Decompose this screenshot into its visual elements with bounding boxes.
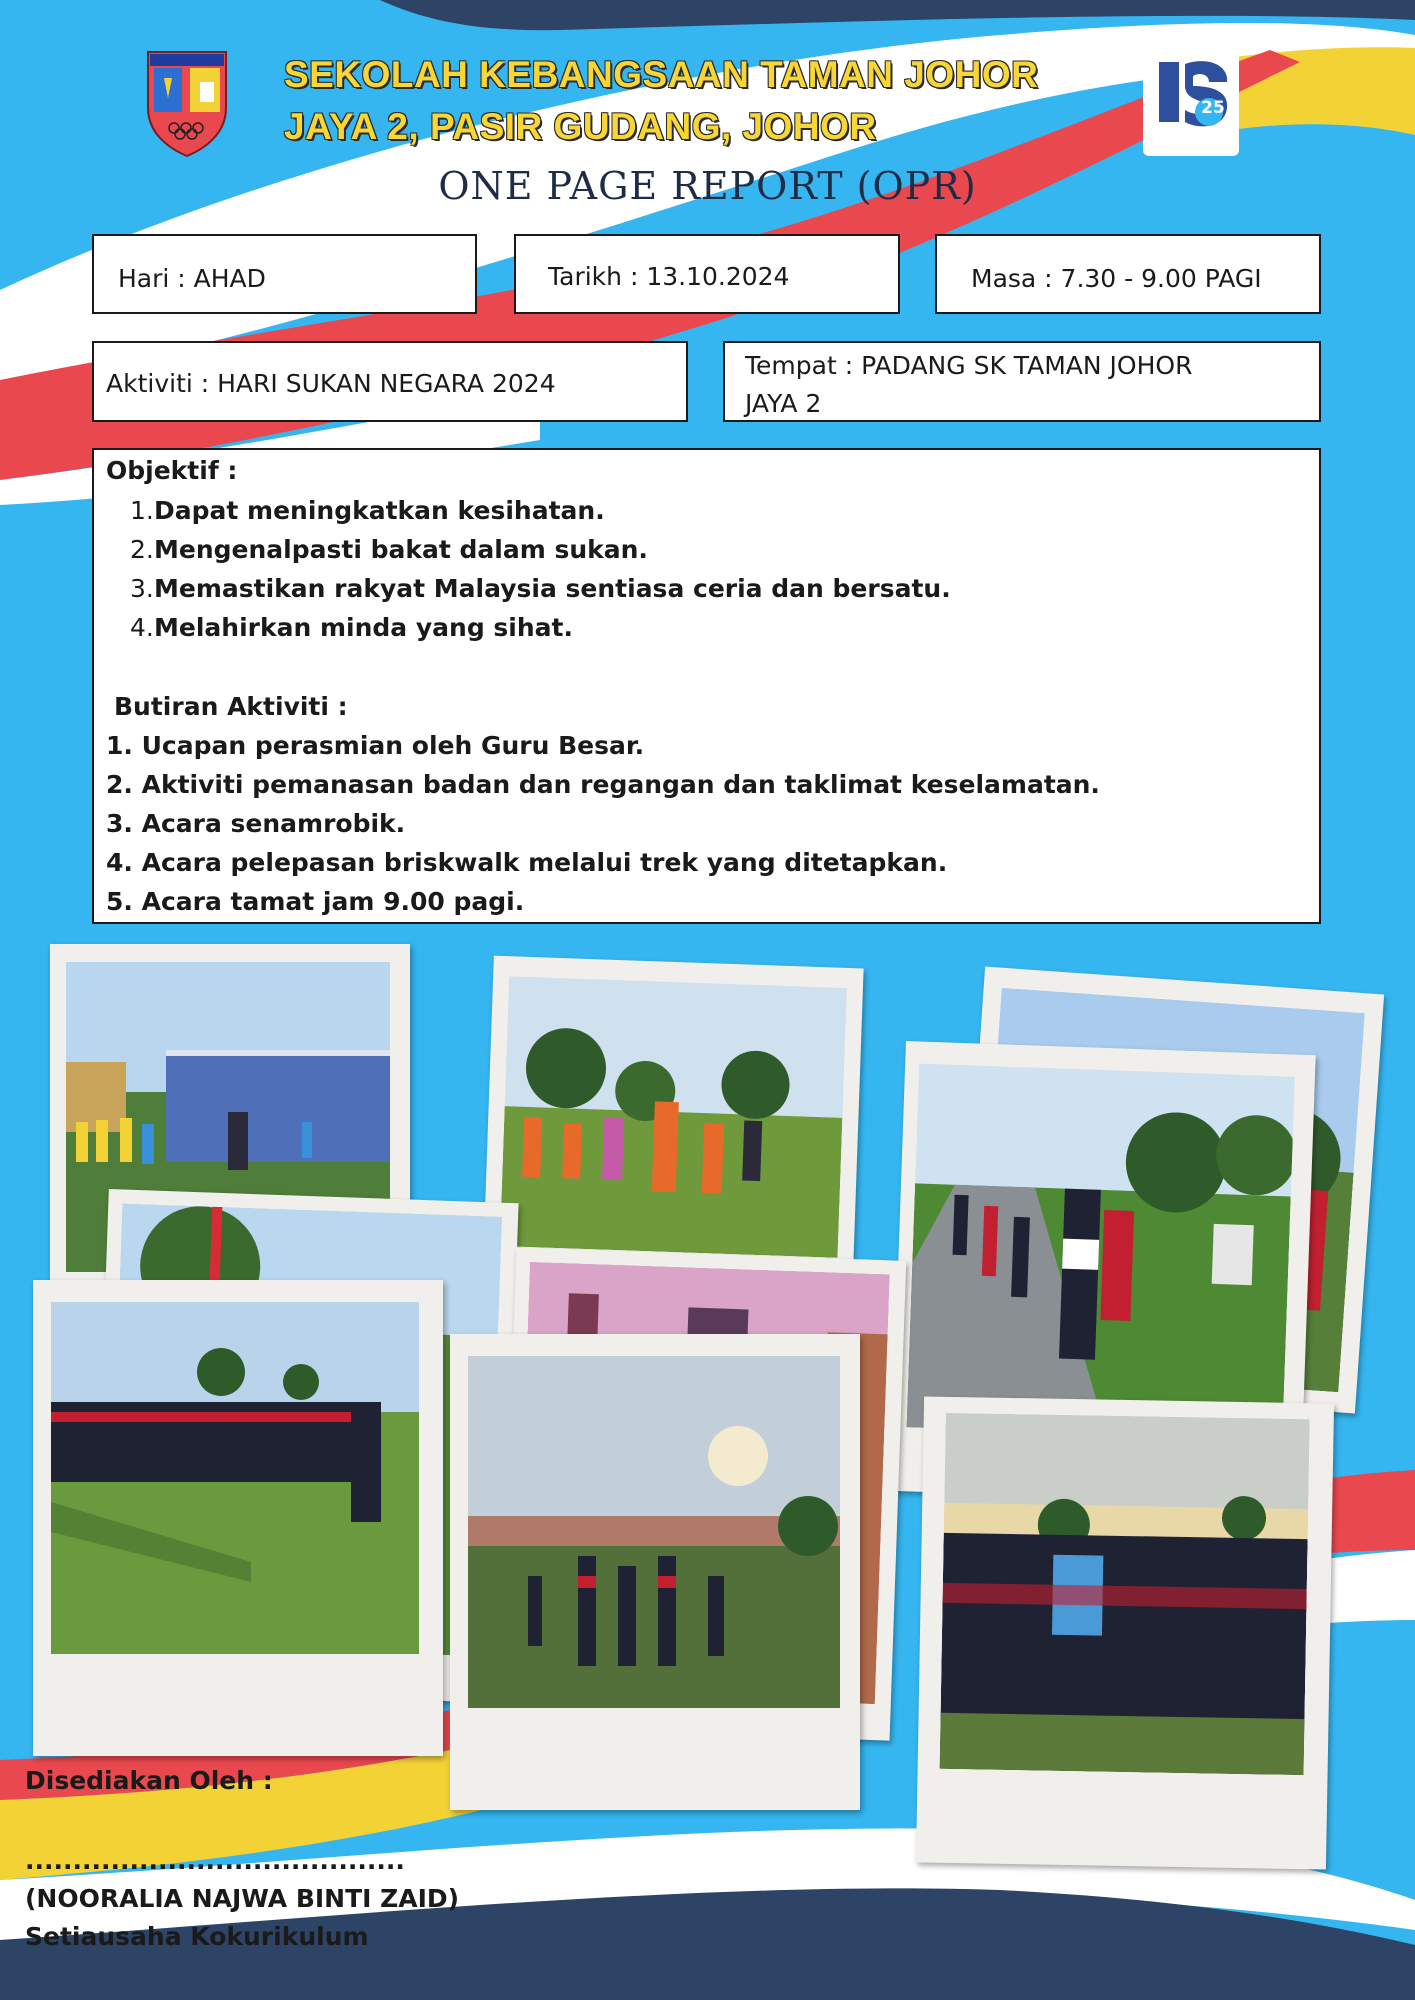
objektif-butiran-box — [92, 448, 1321, 924]
objektif-num-3: 3. — [130, 574, 154, 603]
school-name-line2: JAYA 2, PASIR GUDANG, JOHOR — [284, 106, 877, 147]
tempat-text-line1: Tempat : PADANG SK TAMAN JOHOR — [745, 351, 1193, 380]
hari-box — [92, 234, 477, 314]
butiran-heading: Butiran Aktiviti : — [114, 692, 348, 721]
preparer-position: Setiausaha Kokurikulum — [25, 1922, 369, 1951]
objektif-item-4: Melahirkan minda yang sihat. — [154, 613, 573, 642]
photo-frame-8 — [450, 1334, 860, 1810]
hari-text: Hari : AHAD — [118, 264, 266, 293]
butiran-item-3: 3. Acara senamrobik. — [106, 809, 406, 838]
butiran-item-4: 4. Acara pelepasan briskwalk melalui trek yang ditetapkan. — [106, 848, 948, 877]
objektif-num-4: 4. — [130, 613, 154, 642]
photo-2 — [500, 976, 847, 1258]
preparer-name: (NOORALIA NAJWA BINTI ZAID) — [25, 1884, 460, 1913]
program-logo-icon — [1149, 52, 1233, 132]
masa-text: Masa : 7.30 - 9.00 PAGI — [971, 264, 1262, 293]
program-logo — [1143, 48, 1239, 156]
school-name-line1: SEKOLAH KEBANGSAAN TAMAN JOHOR — [284, 54, 1039, 95]
photo-4 — [906, 1063, 1294, 1440]
butiran-item-1: 1. Ucapan perasmian oleh Guru Besar. — [106, 731, 645, 760]
objektif-item-1: Dapat meningkatkan kesihatan. — [154, 496, 605, 525]
tempat-box — [723, 341, 1321, 422]
objektif-heading: Objektif : — [106, 456, 238, 485]
masa-box — [935, 234, 1321, 314]
aktiviti-box — [92, 341, 688, 422]
report-title: ONE PAGE REPORT (OPR) — [438, 164, 977, 208]
photo-frame-7 — [33, 1280, 443, 1756]
aktiviti-text: Aktiviti : HARI SUKAN NEGARA 2024 — [106, 369, 556, 398]
signature-line: ........................................ — [25, 1846, 405, 1875]
photo-frame-9 — [916, 1396, 1334, 1869]
school-crest-logo — [144, 48, 230, 158]
photo-frame-2 — [482, 956, 863, 1299]
tarikh-text: Tarikh : 13.10.2024 — [548, 262, 790, 291]
objektif-num-1: 1. — [130, 496, 154, 525]
program-logo-number: 25 — [1201, 98, 1225, 118]
photo-7 — [51, 1302, 419, 1654]
tarikh-box — [514, 234, 900, 314]
photo-9 — [940, 1413, 1310, 1775]
photo-8 — [468, 1356, 840, 1708]
tempat-text-line2: JAYA 2 — [745, 389, 822, 418]
prepared-by-label: Disediakan Oleh : — [25, 1766, 273, 1795]
objektif-num-2: 2. — [130, 535, 154, 564]
objektif-item-3: Memastikan rakyat Malaysia sentiasa ceria dan bersatu. — [154, 574, 951, 603]
butiran-item-2: 2. Aktiviti pemanasan badan dan regangan dan taklimat keselamatan. — [106, 770, 1100, 799]
butiran-item-5: 5. Acara tamat jam 9.00 pagi. — [106, 887, 525, 916]
objektif-item-2: Mengenalpasti bakat dalam sukan. — [154, 535, 648, 564]
